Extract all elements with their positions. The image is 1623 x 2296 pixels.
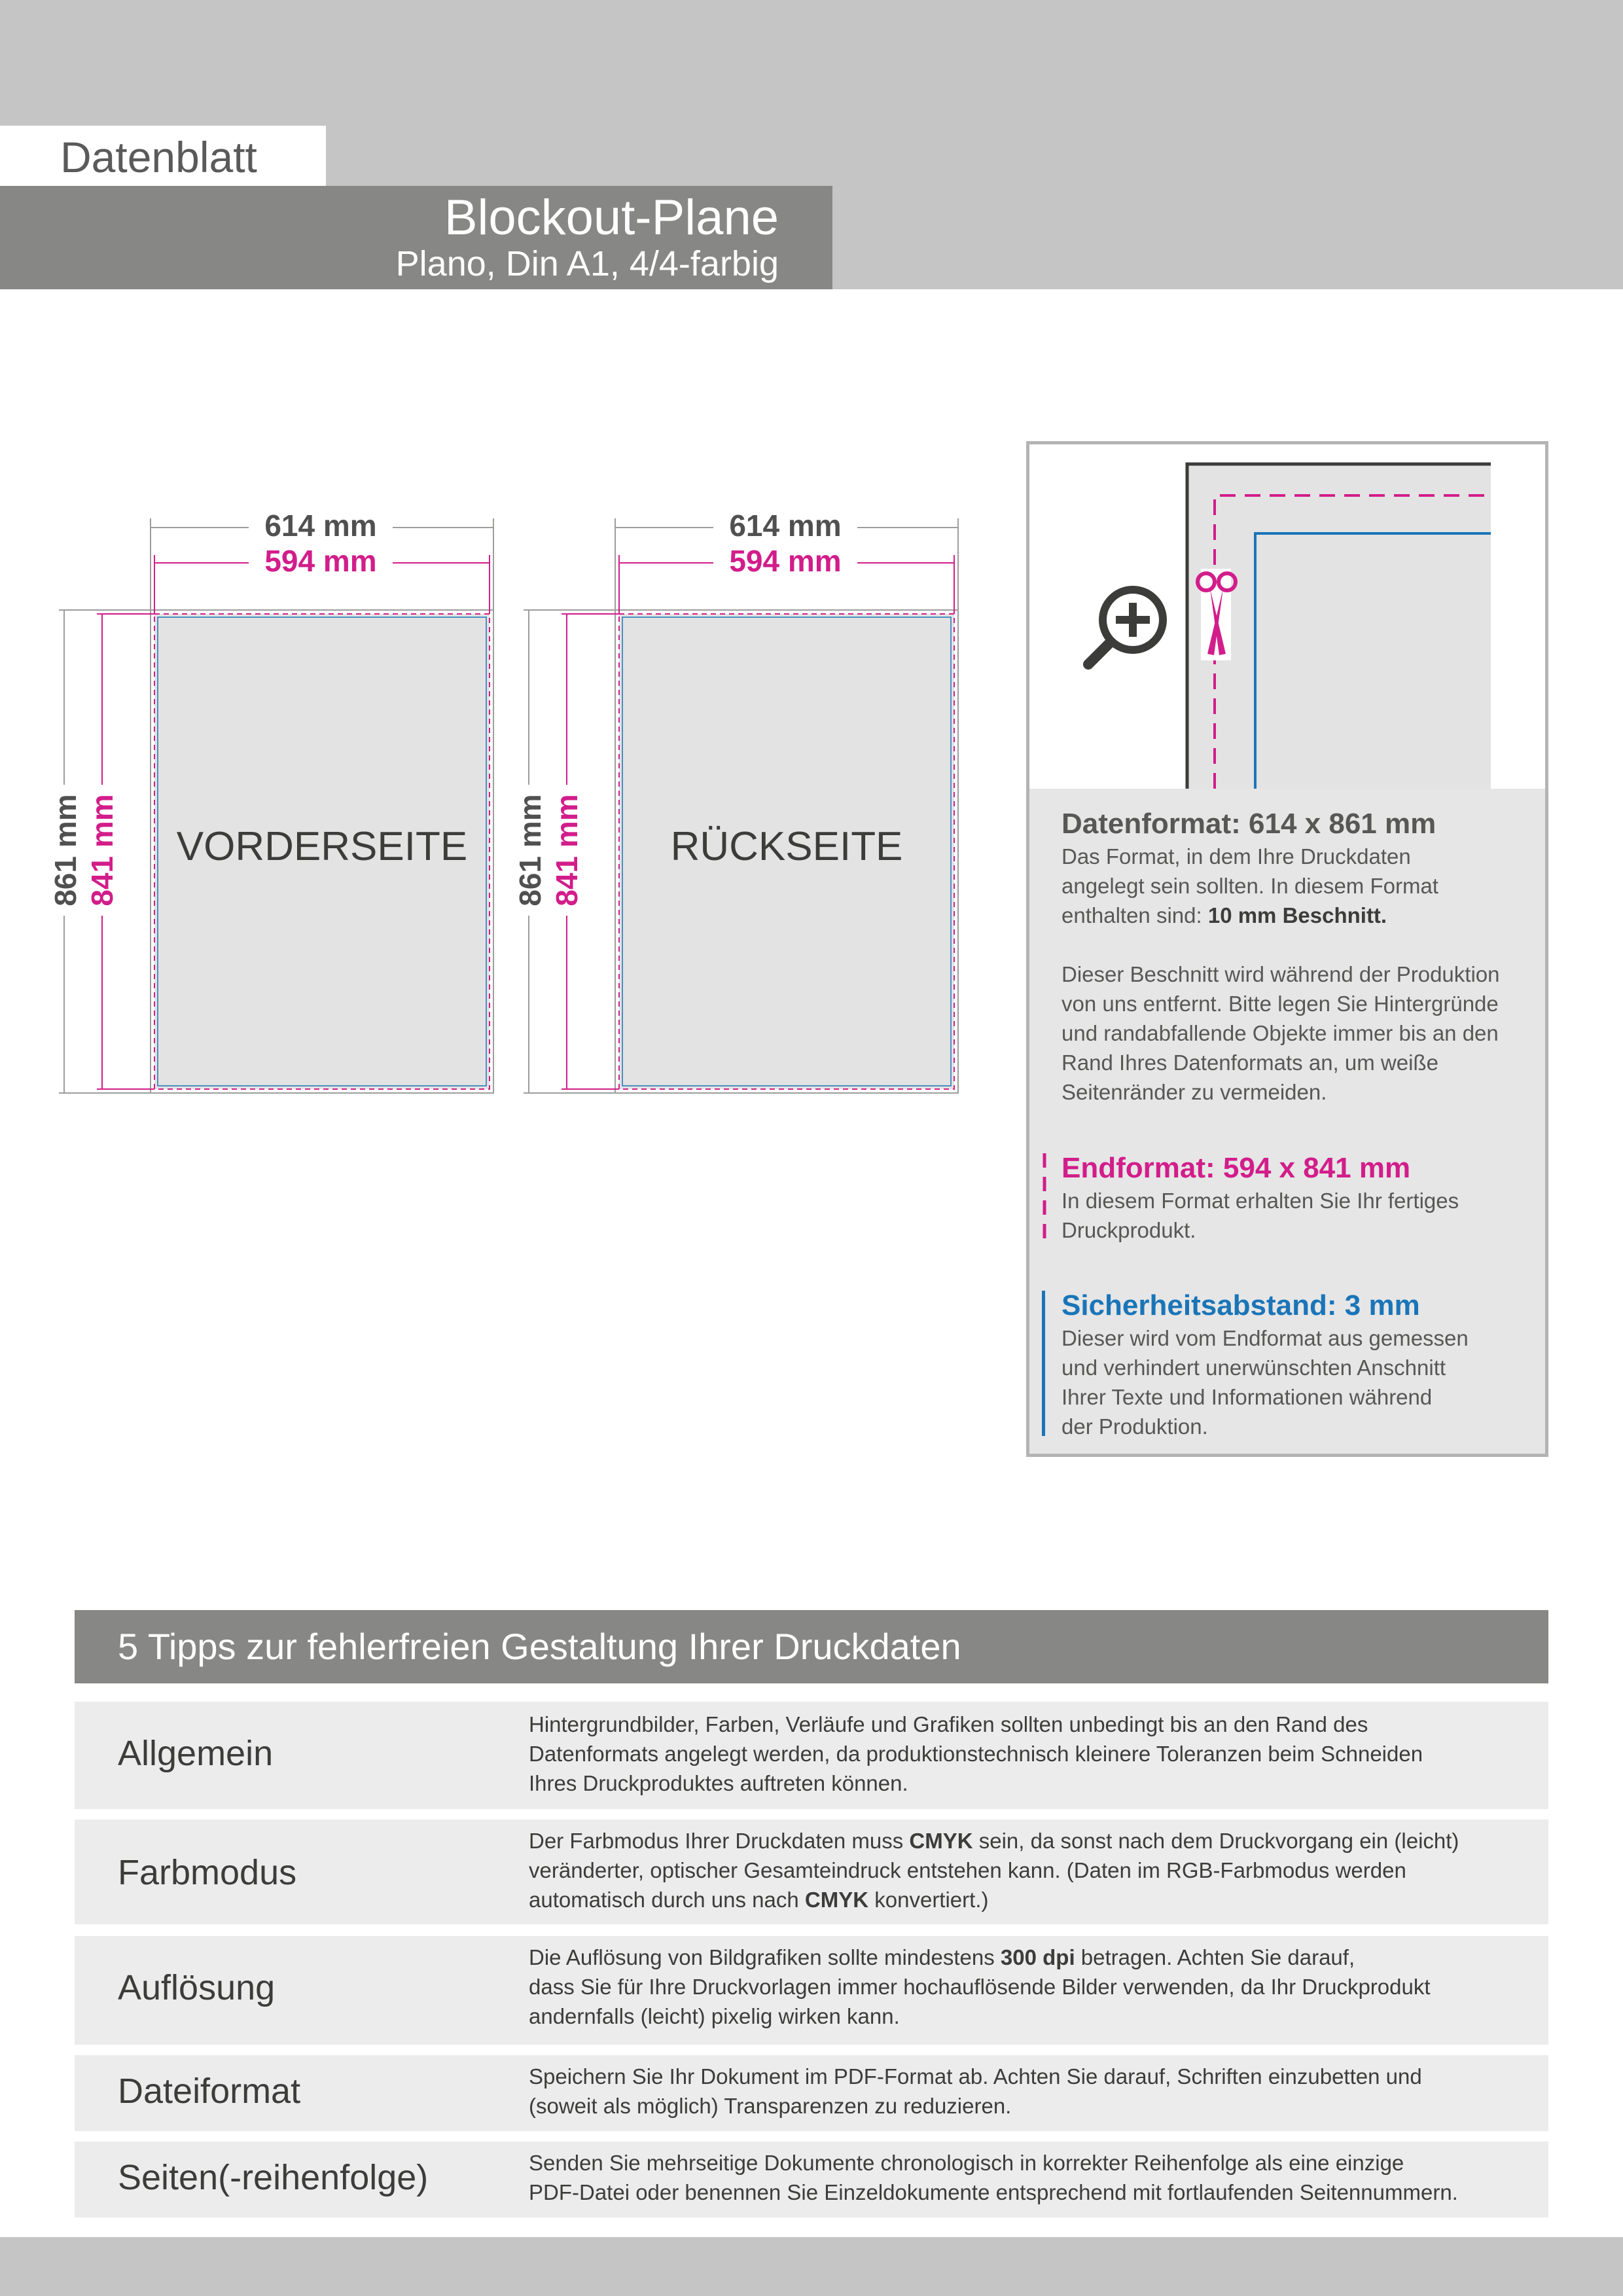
tips-title: 5 Tipps zur fehlerfreien Gestaltung Ihrer Druckdaten	[118, 1626, 961, 1667]
back-final-width: 594 mm	[713, 543, 857, 579]
endformat-text: In diesem Format erhalten Sie Ihr fertiges Druckprodukt.	[1061, 1189, 1459, 1242]
tip-text: Senden Sie mehrseitige Dokumente chronologisch in korrekter Reihenfolge als eine einzige PDF-Datei oder benennen Sie Einzeldokumente entsprechend mit fortlaufenden Seitennummern.	[529, 2151, 1458, 2204]
beschnitt-text: Dieser Beschnitt wird während der Produktion von uns entfernt. Bitte legen Sie Hintergründe und randabfallende Objekte immer bis an den Rand Ihres Datenformats an, um weiße Seitenränder zu vermeiden.	[1061, 962, 1500, 1104]
zoom-in-icon	[1088, 590, 1163, 664]
datenformat-text: Das Format, in dem Ihre Druckdaten angelegt sein sollten. In diesem Format enthalten sind: 10 mm Beschnitt.	[1061, 844, 1438, 927]
back-data-height: 861 mm	[512, 785, 548, 916]
datenformat-title: Datenformat: 614 x 861 mm	[1061, 808, 1436, 840]
front-data-height: 861 mm	[48, 785, 83, 916]
sicherheit-marker	[1042, 1291, 1045, 1436]
doc-type-label: Datenblatt	[60, 133, 257, 181]
sheet-back	[465, 0, 1008, 1113]
back-data-width: 614 mm	[713, 508, 857, 543]
sicherheit-text: Dieser wird vom Endformat aus gemessen und verhindert unerwünschten Anschnitt Ihrer Texte und Informationen während der Produktion.	[1061, 1326, 1469, 1439]
front-side-label: VORDERSEITE	[176, 824, 468, 869]
product-spec: Plano, Din A1, 4/4-farbig	[395, 244, 779, 283]
tip-label: Farbmodus	[118, 1853, 297, 1892]
endformat-title: Endformat: 594 x 841 mm	[1061, 1152, 1411, 1184]
footer-band	[0, 2237, 1623, 2296]
tip-text: Speichern Sie Ihr Dokument im PDF-Format ab. Achten Sie darauf, Schriften einzubetten und (soweit als möglich) Transparenzen zu reduzieren.	[529, 2064, 1422, 2118]
back-side-label: RÜCKSEITE	[670, 824, 903, 869]
endformat-marker	[1041, 1153, 1048, 1238]
zoom-detail-diagram	[1029, 444, 1545, 789]
tip-label: Auflösung	[118, 1968, 276, 2007]
front-data-width: 614 mm	[249, 508, 393, 543]
tip-label: Allgemein	[118, 1734, 274, 1773]
scissors-icon	[1198, 569, 1236, 660]
product-title: Blockout-Plane	[444, 190, 779, 245]
tip-text: Die Auflösung von Bildgrafiken sollte mindestens 300 dpi betragen. Achten Sie darauf, dass Sie für Ihre Druckvorlagen immer hochauflösende Bilder verwenden, da Ihr Druckprodukt andernfalls (leicht) pixelig wirken kann.	[529, 1945, 1431, 2028]
tip-text: Hintergrundbilder, Farben, Verläufe und Grafiken sollten unbedingt bis an den Rand des Datenformats angelegt werden, da produktionstechnisch kleinere Toleranzen beim Schneiden Ihres Druckproduktes auftreten können.	[529, 1712, 1423, 1795]
tip-label: Dateiformat	[118, 2072, 301, 2111]
tip-text: Der Farbmodus Ihrer Druckdaten muss CMYK sein, da sonst nach dem Druckvorgang ein (leicht) veränderter, optischer Gesamteindruck entstehen kann. (Daten im RGB-Farbmodus werden automatisch durch uns nach CMYK konvertiert.)	[529, 1829, 1459, 1912]
front-final-width: 594 mm	[249, 543, 393, 579]
sicherheit-title: Sicherheitsabstand: 3 mm	[1061, 1289, 1420, 1321]
zoom-detail	[1029, 444, 1545, 789]
tip-label: Seiten(-reihenfolge)	[118, 2158, 429, 2197]
back-final-height: 841 mm	[549, 785, 584, 916]
front-final-height: 841 mm	[84, 785, 120, 916]
